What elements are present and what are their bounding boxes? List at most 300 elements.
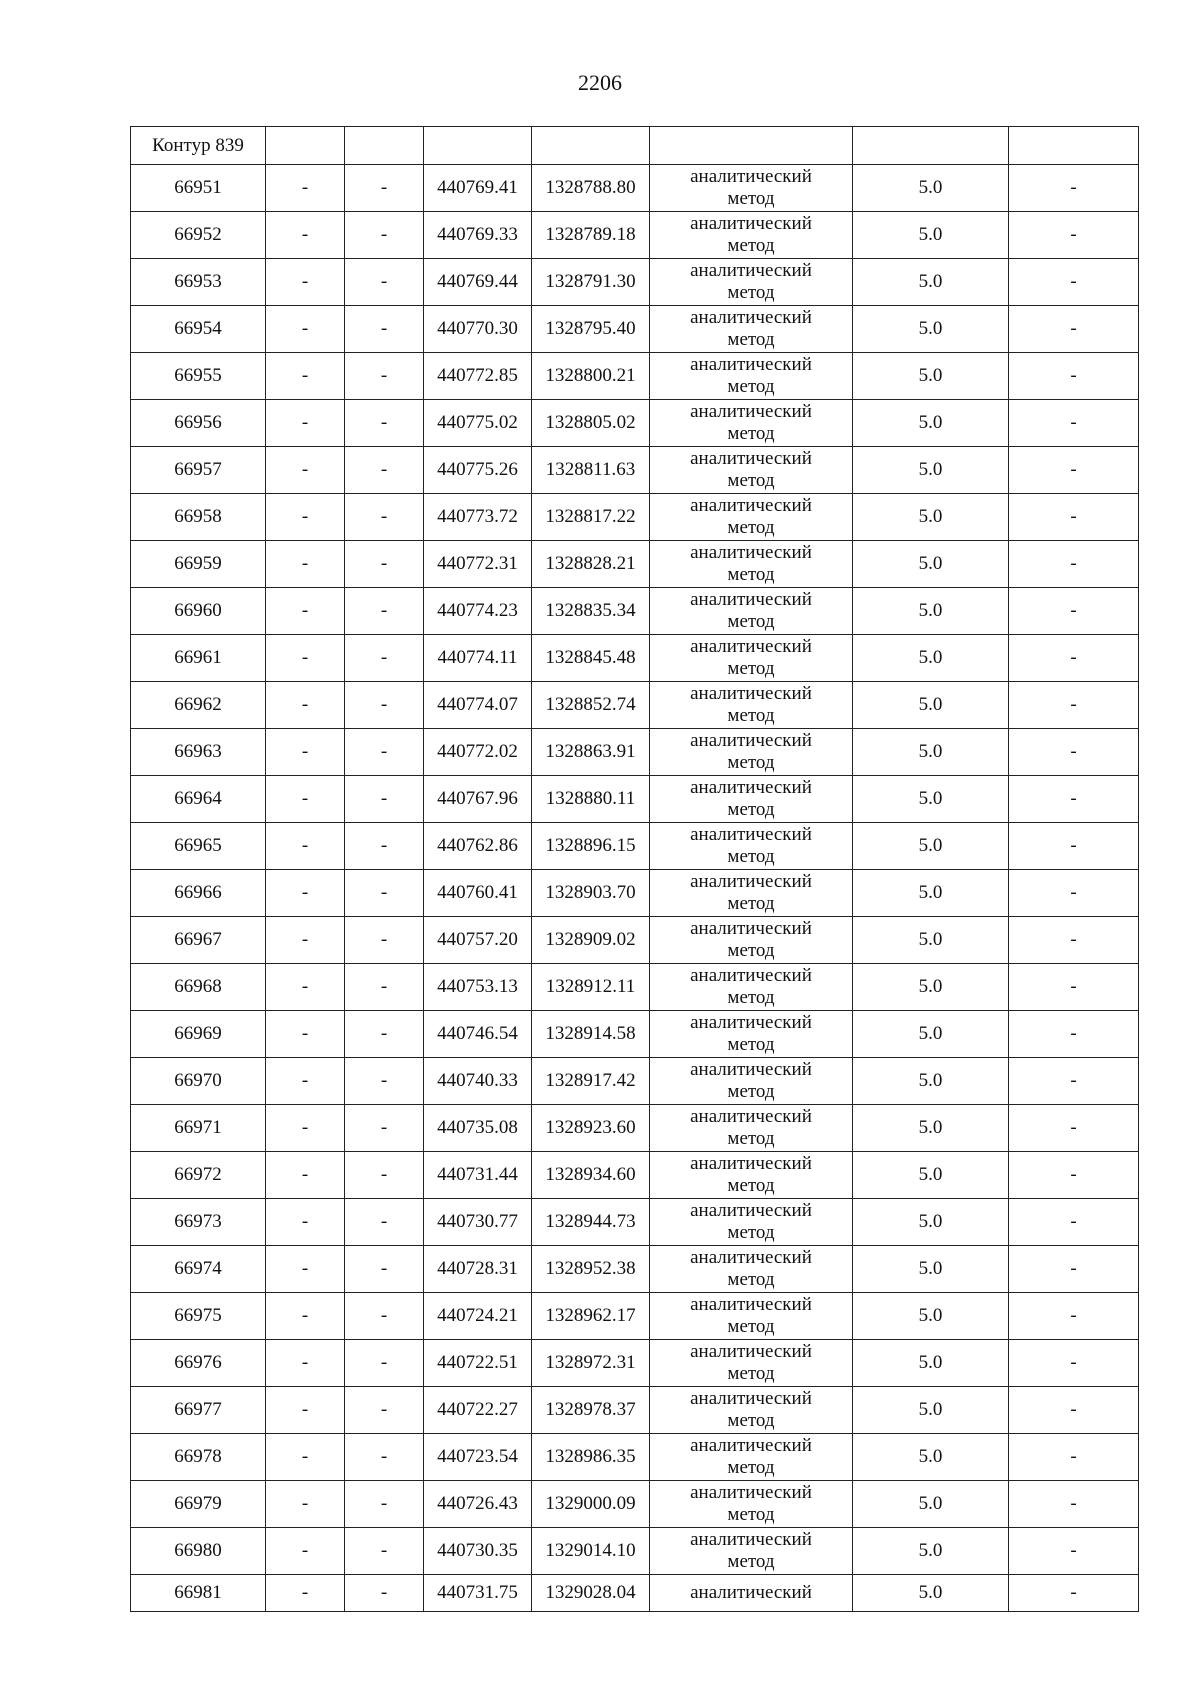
y-coordinate-cell: 1328978.37 <box>532 1387 650 1434</box>
x-coordinate-cell: 440772.85 <box>424 353 532 400</box>
method-cell <box>650 588 853 635</box>
dash-cell: - <box>345 635 424 682</box>
y-coordinate-cell: 1328863.91 <box>532 729 650 776</box>
y-coordinate-cell: 1328835.34 <box>532 588 650 635</box>
dash-cell: - <box>266 917 345 964</box>
method-line-1: аналитический <box>690 401 812 422</box>
table-body <box>131 127 1139 1612</box>
method-line-2: метод <box>727 799 775 820</box>
accuracy-cell: 5.0 <box>853 870 1009 917</box>
method-line-1: аналитический <box>690 542 812 563</box>
x-coordinate-cell: 440723.54 <box>424 1434 532 1481</box>
method-cell <box>650 1152 853 1199</box>
method-line-1: аналитический <box>690 213 812 234</box>
table-row <box>131 1152 1139 1199</box>
x-coordinate-cell: 440731.44 <box>424 1152 532 1199</box>
method-line-1: аналитический <box>690 1582 812 1603</box>
table-row <box>131 1011 1139 1058</box>
y-coordinate-cell: 1328795.40 <box>532 306 650 353</box>
dash-cell: - <box>266 870 345 917</box>
dash-cell: - <box>1009 259 1139 306</box>
dash-cell: - <box>345 1481 424 1528</box>
method-cell <box>650 541 853 588</box>
point-id-cell: 66964 <box>131 776 266 823</box>
accuracy-cell: 5.0 <box>853 1058 1009 1105</box>
point-id-cell: 66965 <box>131 823 266 870</box>
method-cell <box>650 823 853 870</box>
table-row <box>131 1387 1139 1434</box>
method-line-2: метод <box>727 376 775 397</box>
method-cell <box>650 964 853 1011</box>
dash-cell: - <box>345 1199 424 1246</box>
point-id-cell: 66957 <box>131 447 266 494</box>
method-cell <box>650 1575 853 1612</box>
method-line-2: метод <box>727 658 775 679</box>
x-coordinate-cell: 440740.33 <box>424 1058 532 1105</box>
dash-cell: - <box>266 1293 345 1340</box>
point-id-cell: 66975 <box>131 1293 266 1340</box>
dash-cell: - <box>1009 964 1139 1011</box>
empty-cell <box>1009 127 1139 165</box>
method-line-1: аналитический <box>690 777 812 798</box>
empty-cell <box>853 127 1009 165</box>
dash-cell: - <box>1009 165 1139 212</box>
method-cell <box>650 1011 853 1058</box>
dash-cell: - <box>345 259 424 306</box>
x-coordinate-cell: 440772.02 <box>424 729 532 776</box>
table-row <box>131 1481 1139 1528</box>
method-line-1: аналитический <box>690 1294 812 1315</box>
method-cell <box>650 1293 853 1340</box>
method-line-1: аналитический <box>690 354 812 375</box>
empty-cell <box>424 127 532 165</box>
point-id-cell: 66956 <box>131 400 266 447</box>
method-cell <box>650 776 853 823</box>
dash-cell: - <box>345 964 424 1011</box>
dash-cell: - <box>266 1246 345 1293</box>
dash-cell: - <box>345 823 424 870</box>
dash-cell: - <box>1009 1152 1139 1199</box>
dash-cell: - <box>1009 1105 1139 1152</box>
y-coordinate-cell: 1328828.21 <box>532 541 650 588</box>
method-line-1: аналитический <box>690 260 812 281</box>
dash-cell: - <box>266 1575 345 1612</box>
point-id-cell: 66958 <box>131 494 266 541</box>
method-cell <box>650 1246 853 1293</box>
y-coordinate-cell: 1328972.31 <box>532 1340 650 1387</box>
table-row <box>131 306 1139 353</box>
method-line-1: аналитический <box>690 1012 812 1033</box>
accuracy-cell: 5.0 <box>853 964 1009 1011</box>
dash-cell: - <box>266 682 345 729</box>
method-line-1: аналитический <box>690 1529 812 1550</box>
table-row <box>131 165 1139 212</box>
dash-cell: - <box>345 776 424 823</box>
table-row <box>131 259 1139 306</box>
table-row <box>131 964 1139 1011</box>
x-coordinate-cell: 440774.07 <box>424 682 532 729</box>
method-line-2: метод <box>727 611 775 632</box>
method-cell <box>650 870 853 917</box>
y-coordinate-cell: 1329014.10 <box>532 1528 650 1575</box>
method-cell <box>650 682 853 729</box>
point-id-cell: 66981 <box>131 1575 266 1612</box>
y-coordinate-cell: 1328817.22 <box>532 494 650 541</box>
table-row <box>131 1293 1139 1340</box>
method-line-2: метод <box>727 235 775 256</box>
dash-cell: - <box>345 917 424 964</box>
dash-cell: - <box>345 1011 424 1058</box>
accuracy-cell: 5.0 <box>853 1011 1009 1058</box>
empty-cell <box>266 127 345 165</box>
dash-cell: - <box>345 541 424 588</box>
method-cell <box>650 1340 853 1387</box>
dash-cell: - <box>1009 1199 1139 1246</box>
table-row <box>131 1340 1139 1387</box>
method-line-2: метод <box>727 1410 775 1431</box>
accuracy-cell: 5.0 <box>853 917 1009 964</box>
accuracy-cell: 5.0 <box>853 306 1009 353</box>
y-coordinate-cell: 1328805.02 <box>532 400 650 447</box>
dash-cell: - <box>266 635 345 682</box>
y-coordinate-cell: 1328789.18 <box>532 212 650 259</box>
dash-cell: - <box>345 1105 424 1152</box>
dash-cell: - <box>345 1387 424 1434</box>
dash-cell: - <box>1009 1058 1139 1105</box>
dash-cell: - <box>1009 1246 1139 1293</box>
point-id-cell: 66963 <box>131 729 266 776</box>
empty-cell <box>345 127 424 165</box>
dash-cell: - <box>1009 917 1139 964</box>
y-coordinate-cell: 1328923.60 <box>532 1105 650 1152</box>
point-id-cell: 66961 <box>131 635 266 682</box>
y-coordinate-cell: 1328909.02 <box>532 917 650 964</box>
accuracy-cell: 5.0 <box>853 212 1009 259</box>
method-line-1: аналитический <box>690 1200 812 1221</box>
method-line-1: аналитический <box>690 1106 812 1127</box>
dash-cell: - <box>266 964 345 1011</box>
table-row <box>131 1058 1139 1105</box>
dash-cell: - <box>345 1528 424 1575</box>
dash-cell: - <box>1009 682 1139 729</box>
accuracy-cell: 5.0 <box>853 1105 1009 1152</box>
dash-cell: - <box>1009 212 1139 259</box>
x-coordinate-cell: 440769.44 <box>424 259 532 306</box>
dash-cell: - <box>266 1481 345 1528</box>
method-line-1: аналитический <box>690 1153 812 1174</box>
dash-cell: - <box>345 682 424 729</box>
dash-cell: - <box>266 776 345 823</box>
table-row <box>131 917 1139 964</box>
method-cell <box>650 1387 853 1434</box>
dash-cell: - <box>1009 400 1139 447</box>
dash-cell: - <box>1009 1575 1139 1612</box>
method-line-1: аналитический <box>690 918 812 939</box>
accuracy-cell: 5.0 <box>853 1340 1009 1387</box>
method-cell <box>650 447 853 494</box>
y-coordinate-cell: 1328962.17 <box>532 1293 650 1340</box>
method-line-1: аналитический <box>690 965 812 986</box>
x-coordinate-cell: 440769.33 <box>424 212 532 259</box>
table-row <box>131 1575 1139 1612</box>
accuracy-cell: 5.0 <box>853 1528 1009 1575</box>
dash-cell: - <box>1009 1387 1139 1434</box>
method-line-1: аналитический <box>690 871 812 892</box>
accuracy-cell: 5.0 <box>853 1293 1009 1340</box>
method-cell <box>650 494 853 541</box>
x-coordinate-cell: 440772.31 <box>424 541 532 588</box>
y-coordinate-cell: 1328986.35 <box>532 1434 650 1481</box>
dash-cell: - <box>345 1575 424 1612</box>
x-coordinate-cell: 440757.20 <box>424 917 532 964</box>
accuracy-cell: 5.0 <box>853 400 1009 447</box>
accuracy-cell: 5.0 <box>853 776 1009 823</box>
accuracy-cell: 5.0 <box>853 682 1009 729</box>
dash-cell: - <box>1009 823 1139 870</box>
method-cell <box>650 212 853 259</box>
method-line-2: метод <box>727 987 775 1008</box>
method-line-1: аналитический <box>690 495 812 516</box>
accuracy-cell: 5.0 <box>853 541 1009 588</box>
point-id-cell: 66970 <box>131 1058 266 1105</box>
x-coordinate-cell: 440728.31 <box>424 1246 532 1293</box>
table-row <box>131 1105 1139 1152</box>
dash-cell: - <box>345 306 424 353</box>
contour-label: Контур 839 <box>131 127 266 165</box>
x-coordinate-cell: 440730.35 <box>424 1528 532 1575</box>
method-cell <box>650 1434 853 1481</box>
x-coordinate-cell: 440767.96 <box>424 776 532 823</box>
accuracy-cell: 5.0 <box>853 1246 1009 1293</box>
x-coordinate-cell: 440731.75 <box>424 1575 532 1612</box>
dash-cell: - <box>266 1152 345 1199</box>
method-line-2: метод <box>727 1363 775 1384</box>
dash-cell: - <box>345 353 424 400</box>
y-coordinate-cell: 1328896.15 <box>532 823 650 870</box>
method-line-2: метод <box>727 470 775 491</box>
dash-cell: - <box>266 729 345 776</box>
point-id-cell: 66966 <box>131 870 266 917</box>
dash-cell: - <box>266 1340 345 1387</box>
y-coordinate-cell: 1328903.70 <box>532 870 650 917</box>
method-line-2: метод <box>727 517 775 538</box>
method-line-2: метод <box>727 1316 775 1337</box>
empty-cell <box>532 127 650 165</box>
method-line-2: метод <box>727 1222 775 1243</box>
x-coordinate-cell: 440746.54 <box>424 1011 532 1058</box>
method-line-1: аналитический <box>690 1247 812 1268</box>
y-coordinate-cell: 1328917.42 <box>532 1058 650 1105</box>
dash-cell: - <box>1009 870 1139 917</box>
method-cell <box>650 353 853 400</box>
dash-cell: - <box>345 1246 424 1293</box>
y-coordinate-cell: 1328952.38 <box>532 1246 650 1293</box>
method-line-2: метод <box>727 564 775 585</box>
method-line-2: метод <box>727 705 775 726</box>
method-cell <box>650 306 853 353</box>
dash-cell: - <box>1009 1340 1139 1387</box>
method-line-2: метод <box>727 1551 775 1572</box>
method-line-2: метод <box>727 752 775 773</box>
accuracy-cell: 5.0 <box>853 353 1009 400</box>
table-row <box>131 682 1139 729</box>
accuracy-cell: 5.0 <box>853 1481 1009 1528</box>
x-coordinate-cell: 440722.51 <box>424 1340 532 1387</box>
x-coordinate-cell: 440760.41 <box>424 870 532 917</box>
y-coordinate-cell: 1328914.58 <box>532 1011 650 1058</box>
method-line-2: метод <box>727 329 775 350</box>
dash-cell: - <box>1009 776 1139 823</box>
method-line-2: метод <box>727 1081 775 1102</box>
method-cell <box>650 165 853 212</box>
method-cell <box>650 259 853 306</box>
x-coordinate-cell: 440762.86 <box>424 823 532 870</box>
method-line-1: аналитический <box>690 448 812 469</box>
y-coordinate-cell: 1328912.11 <box>532 964 650 1011</box>
empty-cell <box>650 127 853 165</box>
method-line-1: аналитический <box>690 1059 812 1080</box>
accuracy-cell: 5.0 <box>853 1434 1009 1481</box>
dash-cell: - <box>1009 1481 1139 1528</box>
dash-cell: - <box>1009 447 1139 494</box>
table-row <box>131 823 1139 870</box>
y-coordinate-cell: 1328944.73 <box>532 1199 650 1246</box>
x-coordinate-cell: 440775.26 <box>424 447 532 494</box>
table-row <box>131 1199 1139 1246</box>
method-line-2: метод <box>727 1504 775 1525</box>
dash-cell: - <box>345 729 424 776</box>
y-coordinate-cell: 1328788.80 <box>532 165 650 212</box>
x-coordinate-cell: 440730.77 <box>424 1199 532 1246</box>
method-cell <box>650 1199 853 1246</box>
accuracy-cell: 5.0 <box>853 588 1009 635</box>
table-row <box>131 541 1139 588</box>
accuracy-cell: 5.0 <box>853 165 1009 212</box>
method-cell <box>650 917 853 964</box>
point-id-cell: 66980 <box>131 1528 266 1575</box>
dash-cell: - <box>1009 588 1139 635</box>
table-row <box>131 1528 1139 1575</box>
table-row <box>131 212 1139 259</box>
x-coordinate-cell: 440775.02 <box>424 400 532 447</box>
method-cell <box>650 400 853 447</box>
accuracy-cell: 5.0 <box>853 635 1009 682</box>
method-cell <box>650 635 853 682</box>
method-line-2: метод <box>727 1175 775 1196</box>
dash-cell: - <box>345 1293 424 1340</box>
point-id-cell: 66969 <box>131 1011 266 1058</box>
method-line-1: аналитический <box>690 1482 812 1503</box>
dash-cell: - <box>1009 729 1139 776</box>
y-coordinate-cell: 1329028.04 <box>532 1575 650 1612</box>
table-row <box>131 447 1139 494</box>
method-line-1: аналитический <box>690 730 812 751</box>
point-id-cell: 66953 <box>131 259 266 306</box>
dash-cell: - <box>1009 306 1139 353</box>
point-id-cell: 66968 <box>131 964 266 1011</box>
contour-header-row <box>131 127 1139 165</box>
dash-cell: - <box>345 1434 424 1481</box>
y-coordinate-cell: 1328880.11 <box>532 776 650 823</box>
method-line-2: метод <box>727 188 775 209</box>
method-cell <box>650 1058 853 1105</box>
dash-cell: - <box>1009 1434 1139 1481</box>
y-coordinate-cell: 1328800.21 <box>532 353 650 400</box>
table-row <box>131 353 1139 400</box>
y-coordinate-cell: 1328791.30 <box>532 259 650 306</box>
table-row <box>131 776 1139 823</box>
dash-cell: - <box>1009 635 1139 682</box>
accuracy-cell: 5.0 <box>853 1387 1009 1434</box>
x-coordinate-cell: 440735.08 <box>424 1105 532 1152</box>
point-id-cell: 66974 <box>131 1246 266 1293</box>
method-line-2: метод <box>727 282 775 303</box>
dash-cell: - <box>266 1387 345 1434</box>
method-cell <box>650 1105 853 1152</box>
dash-cell: - <box>345 212 424 259</box>
dash-cell: - <box>345 1152 424 1199</box>
page-number: 2206 <box>578 70 622 95</box>
x-coordinate-cell: 440753.13 <box>424 964 532 1011</box>
x-coordinate-cell: 440774.11 <box>424 635 532 682</box>
table-row <box>131 870 1139 917</box>
point-id-cell: 66979 <box>131 1481 266 1528</box>
dash-cell: - <box>266 1199 345 1246</box>
accuracy-cell: 5.0 <box>853 1199 1009 1246</box>
dash-cell: - <box>266 353 345 400</box>
y-coordinate-cell: 1328852.74 <box>532 682 650 729</box>
dash-cell: - <box>1009 1528 1139 1575</box>
dash-cell: - <box>266 1011 345 1058</box>
method-line-1: аналитический <box>690 683 812 704</box>
dash-cell: - <box>345 165 424 212</box>
x-coordinate-cell: 440726.43 <box>424 1481 532 1528</box>
dash-cell: - <box>345 400 424 447</box>
dash-cell: - <box>1009 353 1139 400</box>
method-line-2: метод <box>727 940 775 961</box>
point-id-cell: 66977 <box>131 1387 266 1434</box>
dash-cell: - <box>266 494 345 541</box>
dash-cell: - <box>345 870 424 917</box>
dash-cell: - <box>345 494 424 541</box>
x-coordinate-cell: 440769.41 <box>424 165 532 212</box>
x-coordinate-cell: 440722.27 <box>424 1387 532 1434</box>
dash-cell: - <box>266 400 345 447</box>
method-line-2: метод <box>727 1034 775 1055</box>
method-line-1: аналитический <box>690 307 812 328</box>
method-line-1: аналитический <box>690 166 812 187</box>
point-id-cell: 66951 <box>131 165 266 212</box>
dash-cell: - <box>266 212 345 259</box>
dash-cell: - <box>345 447 424 494</box>
point-id-cell: 66960 <box>131 588 266 635</box>
y-coordinate-cell: 1329000.09 <box>532 1481 650 1528</box>
method-line-1: аналитический <box>690 636 812 657</box>
dash-cell: - <box>1009 1011 1139 1058</box>
method-line-2: метод <box>727 893 775 914</box>
point-id-cell: 66973 <box>131 1199 266 1246</box>
coordinates-table <box>130 126 1139 1612</box>
accuracy-cell: 5.0 <box>853 1575 1009 1612</box>
point-id-cell: 66972 <box>131 1152 266 1199</box>
method-line-2: метод <box>727 423 775 444</box>
dash-cell: - <box>1009 1293 1139 1340</box>
dash-cell: - <box>266 541 345 588</box>
dash-cell: - <box>266 588 345 635</box>
method-line-2: метод <box>727 846 775 867</box>
dash-cell: - <box>266 1058 345 1105</box>
dash-cell: - <box>266 165 345 212</box>
